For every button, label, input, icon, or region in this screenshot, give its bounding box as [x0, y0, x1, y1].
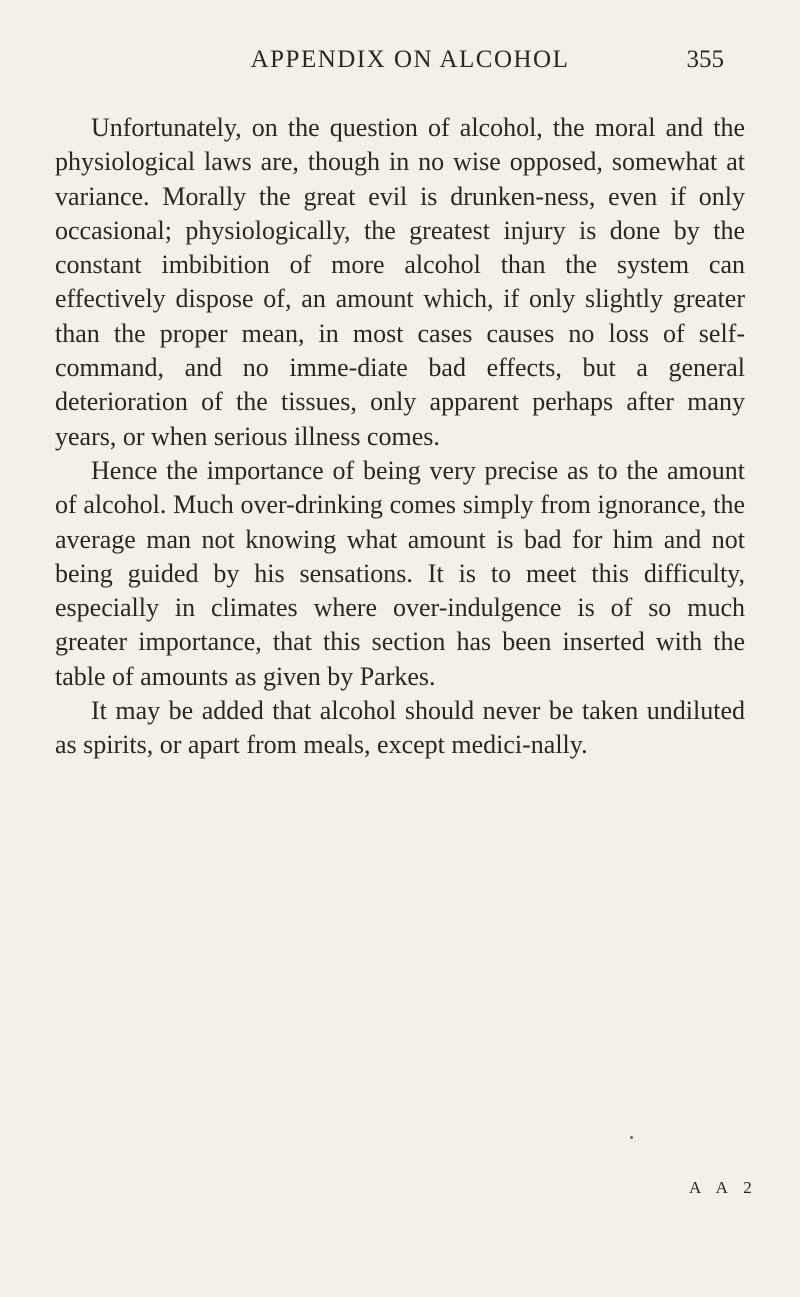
page-number: 355: [686, 46, 724, 73]
paragraph-importance-precision: Hence the importance of being very precise as to the amount of alcohol. Much over-drinking comes simply from ignorance, the average man not knowing what amount is bad for him and not being guided by his sensations. It is to meet this difficulty, especially in climates where over-indulgence is of so much greater importance, that this section has been inserted with the table of amounts as given by Parkes.: [55, 455, 745, 691]
running-head: [110, 46, 724, 86]
running-title: APPENDIX ON ALCOHOL: [250, 46, 570, 73]
signature-mark: A A 2: [689, 1178, 758, 1197]
paragraph-undiluted-spirits: It may be added that alcohol should never be taken undiluted as spirits, or apart from meals, except medici-nally.: [55, 696, 745, 760]
ink-speck: [630, 1136, 633, 1139]
body-text: [55, 111, 745, 763]
paragraph-moral-physiological: Unfortunately, on the question of alcohol, the moral and the physiological laws are, though in no wise opposed, somewhat at variance. Morally the great evil is drunken-ness, even if only occasional; physiologically, the greatest injury is done by the constant imbibition of more alcohol than the system can effectively dispose of, an amount which, if only slightly greater than the proper mean, in most cases causes no loss of self-command, and no imme-diate bad effects, but a general deterioration of the tissues, only apparent perhaps after many years, or when serious illness comes.: [55, 113, 745, 451]
